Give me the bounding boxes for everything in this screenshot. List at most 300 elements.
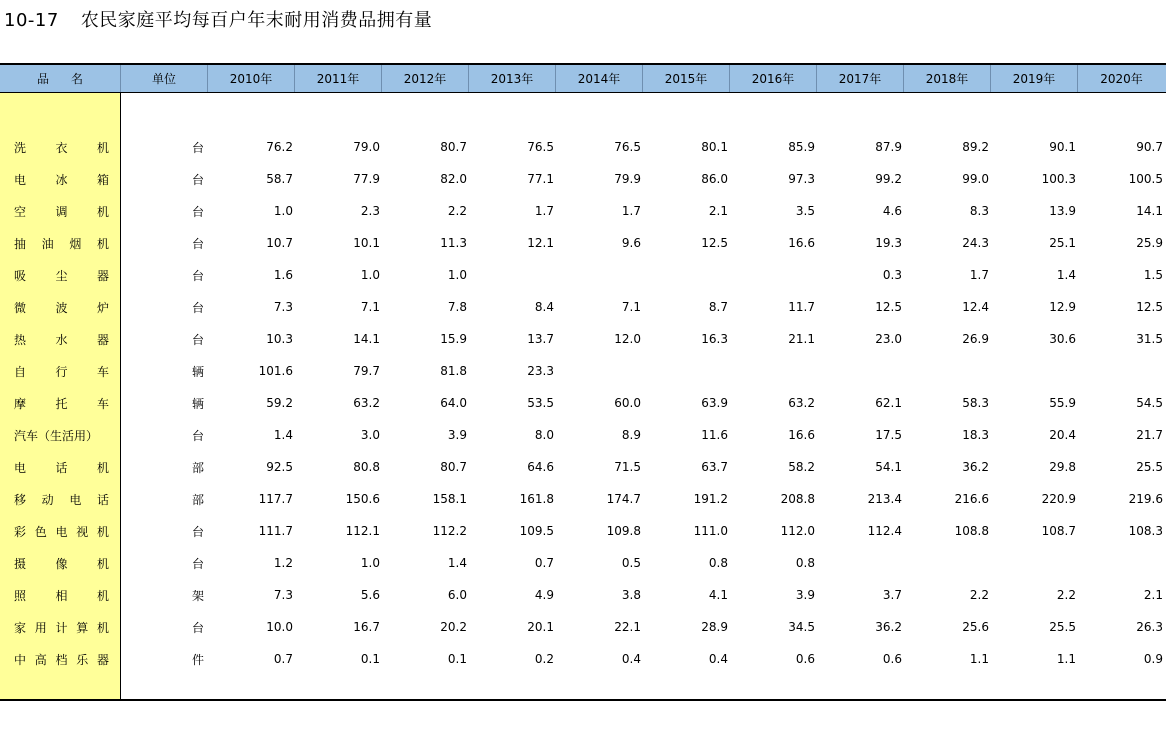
value-cell: 6.0 bbox=[447, 588, 467, 602]
value-cell: 4.9 bbox=[534, 588, 554, 602]
item-name-char: 抽 bbox=[14, 236, 27, 251]
item-unit: 部 bbox=[191, 492, 204, 507]
value-cell: 0.1 bbox=[447, 652, 467, 666]
item-unit: 件 bbox=[191, 652, 204, 667]
value-cell: 2.2 bbox=[969, 588, 989, 602]
value-cell: 59.2 bbox=[266, 396, 293, 410]
value-cell: 208.8 bbox=[780, 492, 815, 506]
value-cell: 7.1 bbox=[621, 300, 641, 314]
value-cell: 76.5 bbox=[614, 140, 641, 154]
header-unit: 单位 bbox=[121, 65, 208, 92]
item-name-char: 水 bbox=[55, 332, 68, 347]
item-name-char: 色 bbox=[34, 524, 47, 539]
value-cell: 0.6 bbox=[795, 652, 815, 666]
header-year: 2017年 bbox=[817, 65, 904, 92]
header-year: 2016年 bbox=[730, 65, 817, 92]
value-cell: 16.3 bbox=[701, 332, 728, 346]
value-cell: 12.1 bbox=[527, 236, 554, 250]
item-name bbox=[0, 459, 121, 476]
table-title: 农民家庭平均每百户年末耐用消费品拥有量 bbox=[80, 10, 433, 31]
value-cell: 77.9 bbox=[353, 172, 380, 186]
value-cell: 1.2 bbox=[273, 556, 293, 570]
value-cell: 9.6 bbox=[621, 236, 641, 250]
header-year: 2015年 bbox=[643, 65, 730, 92]
value-cell: 1.4 bbox=[1056, 268, 1076, 282]
value-cell: 85.9 bbox=[788, 140, 815, 154]
header-year: 2019年 bbox=[991, 65, 1078, 92]
item-name-char: 计 bbox=[55, 620, 68, 635]
value-cell: 220.9 bbox=[1041, 492, 1076, 506]
value-cell: 87.9 bbox=[875, 140, 902, 154]
value-cell: 58.3 bbox=[962, 396, 989, 410]
value-cell: 1.4 bbox=[273, 428, 293, 442]
value-cell: 108.8 bbox=[954, 524, 989, 538]
value-cell: 108.7 bbox=[1041, 524, 1076, 538]
value-cell: 10.7 bbox=[266, 236, 293, 250]
item-unit: 台 bbox=[191, 204, 204, 219]
value-cell: 25.6 bbox=[962, 620, 989, 634]
value-cell: 99.2 bbox=[875, 172, 902, 186]
item-name-char: 彩 bbox=[14, 524, 27, 539]
item-unit: 台 bbox=[191, 172, 204, 187]
item-name-char: 动 bbox=[41, 492, 54, 507]
value-cell: 0.7 bbox=[534, 556, 554, 570]
table-row bbox=[0, 611, 1166, 643]
value-cell: 100.3 bbox=[1041, 172, 1076, 186]
header-year: 2020年 bbox=[1100, 72, 1143, 86]
value-cell: 112.0 bbox=[780, 524, 815, 538]
value-cell: 3.9 bbox=[795, 588, 815, 602]
value-cell: 80.8 bbox=[353, 460, 380, 474]
value-cell: 191.2 bbox=[693, 492, 728, 506]
value-cell: 80.7 bbox=[440, 460, 467, 474]
item-name bbox=[0, 427, 121, 444]
item-name-char: 冰 bbox=[55, 172, 68, 187]
value-cell: 0.1 bbox=[360, 652, 380, 666]
value-cell: 20.1 bbox=[527, 620, 554, 634]
value-cell: 11.3 bbox=[440, 236, 467, 250]
item-name-char: 档 bbox=[55, 652, 68, 667]
value-cell: 25.9 bbox=[1136, 236, 1163, 250]
item-name bbox=[0, 395, 121, 412]
table-header bbox=[0, 63, 1166, 93]
value-cell: 60.0 bbox=[614, 396, 641, 410]
item-name bbox=[0, 491, 121, 508]
value-cell: 86.0 bbox=[701, 172, 728, 186]
value-cell: 213.4 bbox=[867, 492, 902, 506]
value-cell: 63.7 bbox=[701, 460, 728, 474]
value-cell: 8.9 bbox=[621, 428, 641, 442]
item-name-char: 机 bbox=[96, 588, 109, 603]
item-name-char: 烟 bbox=[69, 236, 82, 251]
item-name-char: 空 bbox=[14, 204, 27, 219]
value-cell: 76.5 bbox=[527, 140, 554, 154]
value-cell: 2.2 bbox=[1056, 588, 1076, 602]
item-unit: 台 bbox=[191, 236, 204, 251]
value-cell: 25.5 bbox=[1049, 620, 1076, 634]
value-cell: 19.3 bbox=[875, 236, 902, 250]
item-name-char: 调 bbox=[55, 204, 68, 219]
value-cell: 1.0 bbox=[447, 268, 467, 282]
value-cell: 100.5 bbox=[1128, 172, 1163, 186]
item-name bbox=[0, 171, 121, 188]
item-name-char: 摄 bbox=[14, 556, 27, 571]
item-name-char: 家 bbox=[14, 620, 27, 635]
value-cell: 111.7 bbox=[258, 524, 293, 538]
value-cell: 90.1 bbox=[1049, 140, 1076, 154]
value-cell: 13.9 bbox=[1049, 204, 1076, 218]
value-cell: 101.6 bbox=[258, 364, 293, 378]
item-name-char: 车 bbox=[96, 396, 109, 411]
value-cell: 15.9 bbox=[440, 332, 467, 346]
item-name-char: 微 bbox=[14, 300, 27, 315]
item-name-char: 箱 bbox=[96, 172, 109, 187]
value-cell: 54.1 bbox=[875, 460, 902, 474]
item-name-char: 机 bbox=[96, 620, 109, 635]
value-cell: 58.7 bbox=[266, 172, 293, 186]
item-name-char: 中 bbox=[14, 652, 27, 667]
value-cell: 16.6 bbox=[788, 428, 815, 442]
value-cell: 1.5 bbox=[1143, 268, 1163, 282]
value-cell: 109.8 bbox=[606, 524, 641, 538]
value-cell: 20.4 bbox=[1049, 428, 1076, 442]
value-cell: 1.0 bbox=[360, 556, 380, 570]
value-cell: 63.2 bbox=[353, 396, 380, 410]
value-cell: 0.4 bbox=[708, 652, 728, 666]
table-row bbox=[0, 579, 1166, 611]
item-name-char: 吸 bbox=[14, 268, 27, 283]
table-row bbox=[0, 323, 1166, 355]
item-unit: 台 bbox=[191, 300, 204, 315]
value-cell: 3.8 bbox=[621, 588, 641, 602]
value-cell: 79.7 bbox=[353, 364, 380, 378]
item-name bbox=[0, 619, 121, 636]
value-cell: 92.5 bbox=[266, 460, 293, 474]
item-unit: 台 bbox=[191, 268, 204, 283]
table-row bbox=[0, 227, 1166, 259]
value-cell: 21.7 bbox=[1136, 428, 1163, 442]
item-name bbox=[0, 651, 121, 668]
value-cell: 0.3 bbox=[882, 268, 902, 282]
value-cell: 26.9 bbox=[962, 332, 989, 346]
item-unit: 台 bbox=[191, 332, 204, 347]
value-cell: 1.1 bbox=[1056, 652, 1076, 666]
value-cell: 1.7 bbox=[534, 204, 554, 218]
value-cell: 36.2 bbox=[875, 620, 902, 634]
value-cell: 1.0 bbox=[360, 268, 380, 282]
value-cell: 31.5 bbox=[1136, 332, 1163, 346]
item-name bbox=[0, 139, 121, 156]
table-row bbox=[0, 451, 1166, 483]
item-unit: 辆 bbox=[191, 364, 204, 379]
value-cell: 80.1 bbox=[701, 140, 728, 154]
item-name-char: 机 bbox=[96, 140, 109, 155]
value-cell: 34.5 bbox=[788, 620, 815, 634]
value-cell: 80.7 bbox=[440, 140, 467, 154]
table-rows bbox=[0, 131, 1166, 675]
value-cell: 3.0 bbox=[360, 428, 380, 442]
value-cell: 0.9 bbox=[1143, 652, 1163, 666]
value-cell: 0.6 bbox=[882, 652, 902, 666]
value-cell: 20.2 bbox=[440, 620, 467, 634]
value-cell: 174.7 bbox=[606, 492, 641, 506]
value-cell: 0.8 bbox=[795, 556, 815, 570]
item-name-char: 车 bbox=[96, 364, 109, 379]
value-cell: 24.3 bbox=[962, 236, 989, 250]
value-cell: 12.5 bbox=[701, 236, 728, 250]
item-name bbox=[0, 523, 121, 540]
value-cell: 11.6 bbox=[701, 428, 728, 442]
item-unit: 辆 bbox=[191, 396, 204, 411]
item-name-char: 算 bbox=[76, 620, 89, 635]
item-name-char: 话 bbox=[96, 492, 109, 507]
table-body bbox=[0, 93, 1166, 701]
item-name-char: 电 bbox=[14, 460, 27, 475]
table-row bbox=[0, 643, 1166, 675]
item-unit: 台 bbox=[191, 556, 204, 571]
value-cell: 1.7 bbox=[621, 204, 641, 218]
item-name-char: 电 bbox=[55, 524, 68, 539]
value-cell: 12.9 bbox=[1049, 300, 1076, 314]
item-name-char: 行 bbox=[55, 364, 68, 379]
value-cell: 8.3 bbox=[969, 204, 989, 218]
value-cell: 25.5 bbox=[1136, 460, 1163, 474]
item-name-char: 机 bbox=[96, 204, 109, 219]
table-row bbox=[0, 547, 1166, 579]
value-cell: 7.8 bbox=[447, 300, 467, 314]
value-cell: 112.4 bbox=[867, 524, 902, 538]
value-cell: 1.4 bbox=[447, 556, 467, 570]
value-cell: 1.0 bbox=[273, 204, 293, 218]
item-name-char: 尘 bbox=[55, 268, 68, 283]
value-cell: 3.7 bbox=[882, 588, 902, 602]
value-cell: 79.0 bbox=[353, 140, 380, 154]
value-cell: 89.2 bbox=[962, 140, 989, 154]
item-name-char: 电 bbox=[14, 172, 27, 187]
item-name-char: 机 bbox=[96, 460, 109, 475]
item-name-char: 汽车（生活用） bbox=[14, 428, 99, 443]
value-cell: 77.1 bbox=[527, 172, 554, 186]
value-cell: 8.4 bbox=[534, 300, 554, 314]
item-name-char: 用 bbox=[34, 620, 47, 635]
item-name-char: 器 bbox=[96, 652, 109, 667]
item-name-char: 高 bbox=[34, 652, 47, 667]
value-cell: 82.0 bbox=[440, 172, 467, 186]
table-row bbox=[0, 515, 1166, 547]
value-cell: 0.7 bbox=[273, 652, 293, 666]
item-name-char: 器 bbox=[96, 268, 109, 283]
value-cell: 7.1 bbox=[360, 300, 380, 314]
value-cell: 64.0 bbox=[440, 396, 467, 410]
item-name-char: 乐 bbox=[76, 652, 89, 667]
value-cell: 64.6 bbox=[527, 460, 554, 474]
item-name-char: 自 bbox=[14, 364, 27, 379]
value-cell: 55.9 bbox=[1049, 396, 1076, 410]
value-cell: 90.7 bbox=[1136, 140, 1163, 154]
item-name-char: 器 bbox=[96, 332, 109, 347]
value-cell: 16.7 bbox=[353, 620, 380, 634]
value-cell: 12.5 bbox=[1136, 300, 1163, 314]
value-cell: 117.7 bbox=[258, 492, 293, 506]
value-cell: 14.1 bbox=[353, 332, 380, 346]
item-name-char: 炉 bbox=[96, 300, 109, 315]
value-cell: 158.1 bbox=[432, 492, 467, 506]
value-cell: 2.1 bbox=[708, 204, 728, 218]
item-name-char: 照 bbox=[14, 588, 27, 603]
value-cell: 8.7 bbox=[708, 300, 728, 314]
value-cell: 79.9 bbox=[614, 172, 641, 186]
table-number: 10-17 bbox=[4, 10, 59, 31]
item-name-char: 移 bbox=[14, 492, 27, 507]
value-cell: 2.1 bbox=[1143, 588, 1163, 602]
value-cell: 4.6 bbox=[882, 204, 902, 218]
value-cell: 108.3 bbox=[1128, 524, 1163, 538]
header-year: 2010年 bbox=[208, 65, 295, 92]
item-name-char: 视 bbox=[76, 524, 89, 539]
item-name-char: 机 bbox=[96, 524, 109, 539]
value-cell: 23.0 bbox=[875, 332, 902, 346]
value-cell: 8.0 bbox=[534, 428, 554, 442]
value-cell: 4.1 bbox=[708, 588, 728, 602]
value-cell: 1.6 bbox=[273, 268, 293, 282]
value-cell: 0.4 bbox=[621, 652, 641, 666]
value-cell: 53.5 bbox=[527, 396, 554, 410]
item-unit: 台 bbox=[191, 428, 204, 443]
value-cell: 28.9 bbox=[701, 620, 728, 634]
item-name-char: 机 bbox=[96, 556, 109, 571]
value-cell: 14.1 bbox=[1136, 204, 1163, 218]
item-name bbox=[0, 267, 121, 284]
table-row bbox=[0, 483, 1166, 515]
value-cell: 161.8 bbox=[519, 492, 554, 506]
value-cell: 63.2 bbox=[788, 396, 815, 410]
value-cell: 36.2 bbox=[962, 460, 989, 474]
value-cell: 216.6 bbox=[954, 492, 989, 506]
value-cell: 3.5 bbox=[795, 204, 815, 218]
value-cell: 111.0 bbox=[693, 524, 728, 538]
value-cell: 23.3 bbox=[527, 364, 554, 378]
value-cell: 71.5 bbox=[614, 460, 641, 474]
value-cell: 30.6 bbox=[1049, 332, 1076, 346]
value-cell: 63.9 bbox=[701, 396, 728, 410]
value-cell: 62.1 bbox=[875, 396, 902, 410]
table-row bbox=[0, 291, 1166, 323]
value-cell: 10.1 bbox=[353, 236, 380, 250]
item-name-char: 热 bbox=[14, 332, 27, 347]
value-cell: 54.5 bbox=[1136, 396, 1163, 410]
item-name-char: 像 bbox=[55, 556, 68, 571]
table-row bbox=[0, 195, 1166, 227]
item-name-char: 洗 bbox=[14, 140, 27, 155]
value-cell: 12.4 bbox=[962, 300, 989, 314]
table-row bbox=[0, 131, 1166, 163]
table-row bbox=[0, 419, 1166, 451]
value-cell: 109.5 bbox=[519, 524, 554, 538]
value-cell: 22.1 bbox=[614, 620, 641, 634]
value-cell: 13.7 bbox=[527, 332, 554, 346]
value-cell: 58.2 bbox=[788, 460, 815, 474]
header-name: 品名 bbox=[0, 65, 121, 92]
value-cell: 2.2 bbox=[447, 204, 467, 218]
item-unit: 台 bbox=[191, 140, 204, 155]
header-year: 2014年 bbox=[556, 65, 643, 92]
page-title bbox=[4, 6, 432, 32]
item-name-char: 电 bbox=[69, 492, 82, 507]
value-cell: 7.3 bbox=[273, 300, 293, 314]
item-name bbox=[0, 331, 121, 348]
item-name bbox=[0, 299, 121, 316]
value-cell: 12.5 bbox=[875, 300, 902, 314]
header-year: 2018年 bbox=[904, 65, 991, 92]
item-name-char: 相 bbox=[55, 588, 68, 603]
item-name-char: 摩 bbox=[14, 396, 27, 411]
table-row bbox=[0, 355, 1166, 387]
item-name bbox=[0, 363, 121, 380]
value-cell: 112.2 bbox=[432, 524, 467, 538]
header-year: 2012年 bbox=[382, 65, 469, 92]
value-cell: 10.3 bbox=[266, 332, 293, 346]
item-unit: 架 bbox=[191, 588, 204, 603]
value-cell: 17.5 bbox=[875, 428, 902, 442]
item-name-char: 托 bbox=[55, 396, 68, 411]
item-unit: 部 bbox=[191, 460, 204, 475]
value-cell: 2.3 bbox=[360, 204, 380, 218]
value-cell: 0.8 bbox=[708, 556, 728, 570]
item-name-char: 机 bbox=[96, 236, 109, 251]
value-cell: 112.1 bbox=[345, 524, 380, 538]
value-cell: 150.6 bbox=[345, 492, 380, 506]
value-cell: 3.9 bbox=[447, 428, 467, 442]
table-row bbox=[0, 387, 1166, 419]
value-cell: 26.3 bbox=[1136, 620, 1163, 634]
value-cell: 5.6 bbox=[360, 588, 380, 602]
value-cell: 0.2 bbox=[534, 652, 554, 666]
item-name bbox=[0, 587, 121, 604]
value-cell: 18.3 bbox=[962, 428, 989, 442]
value-cell: 76.2 bbox=[266, 140, 293, 154]
item-name bbox=[0, 235, 121, 252]
header-year: 2013年 bbox=[469, 65, 556, 92]
table-row bbox=[0, 259, 1166, 291]
item-unit: 台 bbox=[191, 524, 204, 539]
item-name-char: 话 bbox=[55, 460, 68, 475]
item-name bbox=[0, 203, 121, 220]
value-cell: 81.8 bbox=[440, 364, 467, 378]
value-cell: 16.6 bbox=[788, 236, 815, 250]
data-table bbox=[0, 63, 1166, 701]
item-name bbox=[0, 555, 121, 572]
item-name-char: 衣 bbox=[55, 140, 68, 155]
table-row bbox=[0, 163, 1166, 195]
value-cell: 10.0 bbox=[266, 620, 293, 634]
value-cell: 29.8 bbox=[1049, 460, 1076, 474]
value-cell: 219.6 bbox=[1128, 492, 1163, 506]
value-cell: 11.7 bbox=[788, 300, 815, 314]
value-cell: 1.1 bbox=[969, 652, 989, 666]
value-cell: 0.5 bbox=[621, 556, 641, 570]
value-cell: 97.3 bbox=[788, 172, 815, 186]
value-cell: 1.7 bbox=[969, 268, 989, 282]
item-name-char: 波 bbox=[55, 300, 68, 315]
value-cell: 99.0 bbox=[962, 172, 989, 186]
item-name-char: 油 bbox=[41, 236, 54, 251]
item-unit: 台 bbox=[191, 620, 204, 635]
header-year: 2011年 bbox=[295, 65, 382, 92]
value-cell: 7.3 bbox=[273, 588, 293, 602]
value-cell: 12.0 bbox=[614, 332, 641, 346]
value-cell: 25.1 bbox=[1049, 236, 1076, 250]
value-cell: 21.1 bbox=[788, 332, 815, 346]
